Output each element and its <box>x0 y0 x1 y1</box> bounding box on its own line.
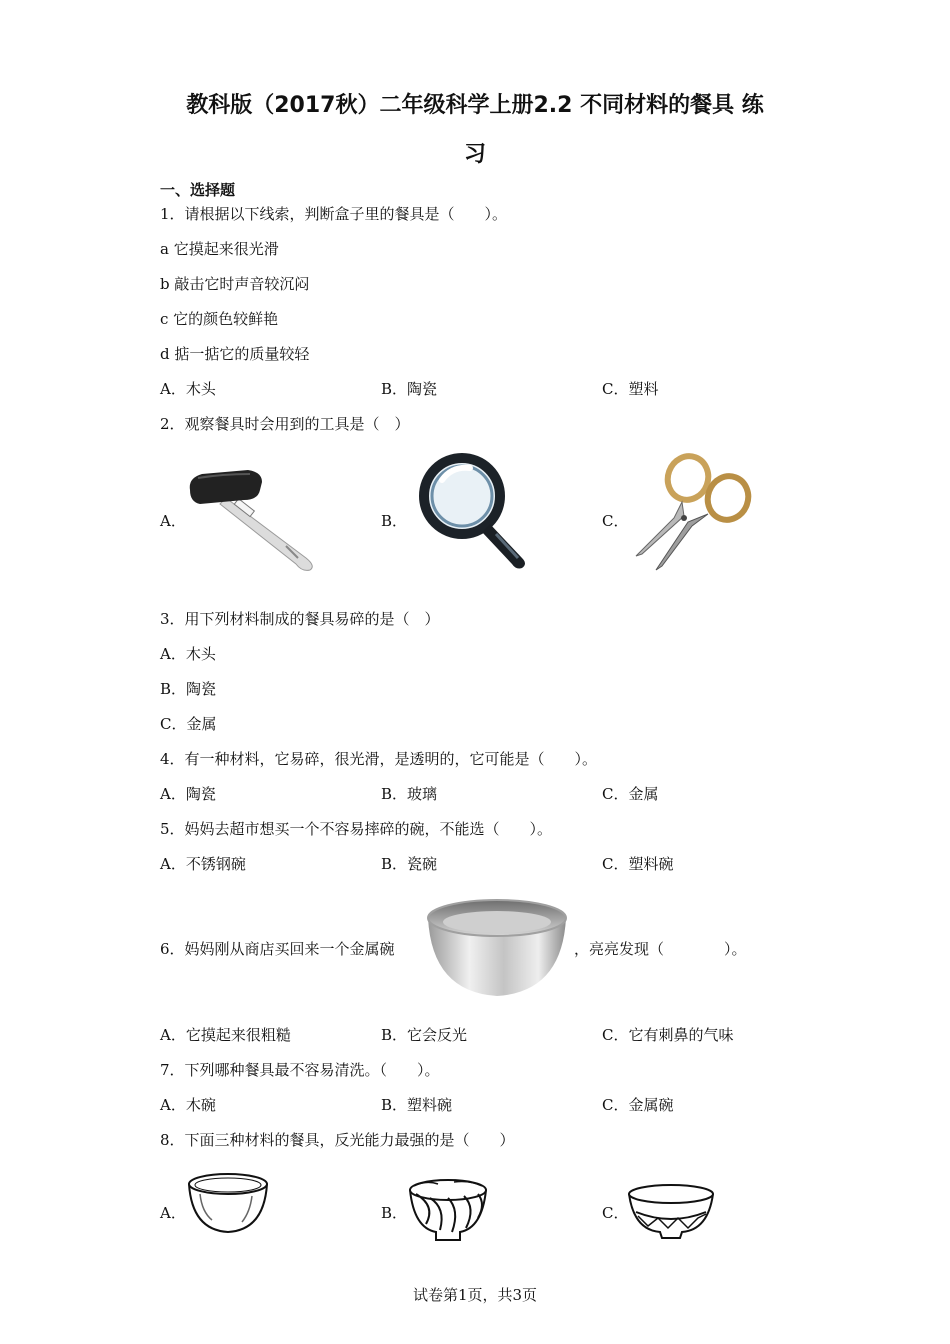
question-2-option-b[interactable]: B． <box>381 512 408 530</box>
question-8-option-a[interactable]: A． <box>160 1204 186 1222</box>
question-1-option-c[interactable]: C．塑料 <box>602 380 659 398</box>
question-6-option-a[interactable]: A．它摸起来很粗糙 <box>160 1026 291 1044</box>
question-6-stem-continued: ，亮亮发现（ ）。 <box>574 940 747 958</box>
question-3-option-b[interactable]: B．陶瓷 <box>160 680 217 698</box>
question-4-option-a[interactable]: A．陶瓷 <box>160 785 216 803</box>
question-8-option-b[interactable]: B． <box>381 1204 408 1222</box>
question-1-clue-b: b 敲击它时声音较沉闷 <box>160 275 310 293</box>
question-8-option-c[interactable]: C． <box>602 1204 629 1222</box>
wood-bowl-icon <box>406 1176 490 1242</box>
page-title-continued: 习 <box>463 142 486 167</box>
question-1-stem: 1．请根据以下线索，判断盒子里的餐具是（ ）。 <box>160 205 508 223</box>
question-1-clue-a: a 它摸起来很光滑 <box>160 240 279 258</box>
page-title: 教科版（2017秋）二年级科学上册2.2 不同材料的餐具 练 <box>186 93 764 118</box>
scissors-icon <box>630 452 754 574</box>
question-4-stem: 4．有一种材料，它易碎，很光滑，是透明的，它可能是（ ）。 <box>160 750 598 768</box>
question-5-option-c[interactable]: C．塑料碗 <box>602 855 674 873</box>
question-5-option-a[interactable]: A．不锈钢碗 <box>160 855 246 873</box>
question-7-option-b[interactable]: B．塑料碗 <box>381 1096 453 1114</box>
question-1-option-a[interactable]: A．木头 <box>160 380 216 398</box>
question-5-stem: 5．妈妈去超市想买一个不容易摔碎的碗，不能选（ ）。 <box>160 820 553 838</box>
hammer-icon <box>186 468 326 572</box>
question-5-option-b[interactable]: B．瓷碗 <box>381 855 438 873</box>
question-3-stem: 3．用下列材料制成的餐具易碎的是（ ） <box>160 610 440 628</box>
section-heading: 一、选择题 <box>160 181 236 199</box>
question-2-option-c[interactable]: C． <box>602 512 629 530</box>
question-3-option-c[interactable]: C．金属 <box>160 715 217 733</box>
ceramic-bowl-icon <box>626 1182 716 1240</box>
question-3-option-a[interactable]: A．木头 <box>160 645 216 663</box>
question-6-option-b[interactable]: B．它会反光 <box>381 1026 468 1044</box>
glass-bowl-icon <box>186 1172 270 1234</box>
question-1-clue-c: c 它的颜色较鲜艳 <box>160 310 279 328</box>
question-4-option-b[interactable]: B．玻璃 <box>381 785 438 803</box>
question-6-stem: 6．妈妈刚从商店买回来一个金属碗 <box>160 940 395 958</box>
page-footer: 试卷第1页，共3页 <box>412 1286 538 1304</box>
question-2-option-a[interactable]: A． <box>160 512 186 530</box>
question-8-stem: 8．下面三种材料的餐具，反光能力最强的是（ ） <box>160 1131 515 1149</box>
question-6-option-c[interactable]: C．它有刺鼻的气味 <box>602 1026 734 1044</box>
question-7-option-a[interactable]: A．木碗 <box>160 1096 216 1114</box>
question-1-option-b[interactable]: B．陶瓷 <box>381 380 438 398</box>
question-7-stem: 7．下列哪种餐具最不容易清洗。（ ）。 <box>160 1061 440 1079</box>
question-7-option-c[interactable]: C．金属碗 <box>602 1096 674 1114</box>
question-2-stem: 2．观察餐具时会用到的工具是（ ） <box>160 415 410 433</box>
question-1-clue-d: d 掂一掂它的质量较轻 <box>160 345 310 363</box>
question-4-option-c[interactable]: C．金属 <box>602 785 659 803</box>
metal-bowl-icon <box>424 896 570 998</box>
magnifier-icon <box>418 452 530 570</box>
